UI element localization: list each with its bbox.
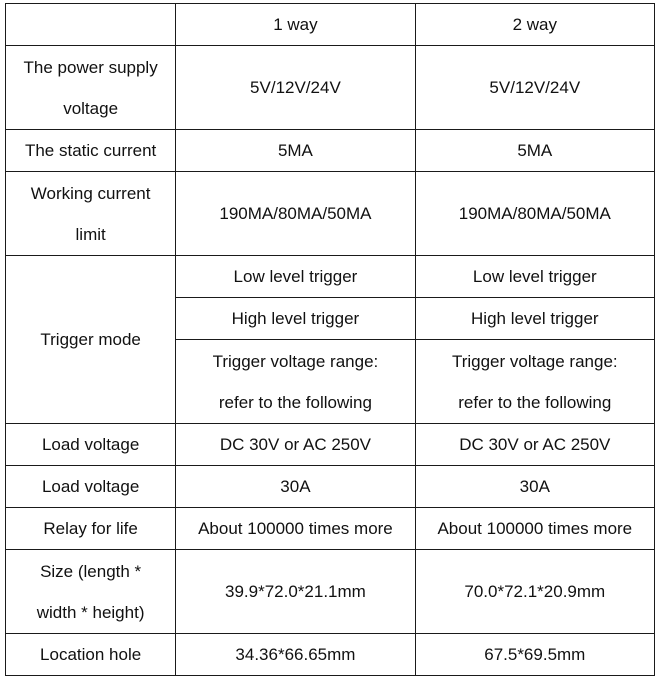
trigger-low-row: [6, 256, 655, 298]
working-current-label-line1: Working current: [30, 183, 151, 203]
header-row: [6, 4, 655, 46]
power-supply-2-way: 5V/12V/24V: [415, 46, 654, 130]
size-2-way: 70.0*72.1*20.9mm: [415, 550, 654, 634]
load-current-row: [6, 466, 655, 508]
working-current-2-way: 190MA/80MA/50MA: [415, 172, 654, 256]
size-label-line2: width * height): [36, 602, 145, 622]
relay-life-row: [6, 508, 655, 550]
trigger-range-2-way: [415, 340, 654, 424]
load-current-2-way: 30A: [415, 466, 654, 508]
header-2-way: 2 way: [415, 4, 654, 46]
trigger-range-2-way-line1: Trigger voltage range:: [451, 351, 618, 371]
relay-life-label: Relay for life: [6, 508, 176, 550]
trigger-high-2-way: High level trigger: [415, 298, 654, 340]
static-current-1-way: 5MA: [176, 130, 415, 172]
size-label-line1: Size (length *: [40, 561, 142, 581]
location-hole-label: Location hole: [6, 634, 176, 676]
load-current-label: Load voltage: [6, 466, 176, 508]
corner-cell: [6, 4, 176, 46]
power-supply-label-line1: The power supply: [23, 57, 158, 77]
static-current-row: [6, 130, 655, 172]
load-current-1-way: 30A: [176, 466, 415, 508]
load-voltage-1-way: DC 30V or AC 250V: [176, 424, 415, 466]
location-hole-1-way: 34.36*66.65mm: [176, 634, 415, 676]
trigger-low-1-way: Low level trigger: [176, 256, 415, 298]
trigger-low-2-way: Low level trigger: [415, 256, 654, 298]
power-supply-label-line2: voltage: [63, 98, 119, 118]
relay-life-1-way: About 100000 times more: [176, 508, 415, 550]
working-current-label-line2: limit: [75, 224, 106, 244]
trigger-range-1-way-line1: Trigger voltage range:: [212, 351, 379, 371]
location-hole-row: [6, 634, 655, 676]
working-current-1-way: 190MA/80MA/50MA: [176, 172, 415, 256]
power-supply-label: [6, 46, 176, 130]
trigger-range-1-way: [176, 340, 415, 424]
header-1-way: 1 way: [176, 4, 415, 46]
working-current-row: [6, 172, 655, 256]
load-voltage-label: Load voltage: [6, 424, 176, 466]
working-current-label: [6, 172, 176, 256]
size-row: [6, 550, 655, 634]
load-voltage-row: [6, 424, 655, 466]
trigger-high-1-way: High level trigger: [176, 298, 415, 340]
size-label: [6, 550, 176, 634]
relay-life-2-way: About 100000 times more: [415, 508, 654, 550]
load-voltage-2-way: DC 30V or AC 250V: [415, 424, 654, 466]
spec-table: [5, 3, 655, 676]
static-current-2-way: 5MA: [415, 130, 654, 172]
static-current-label: The static current: [6, 130, 176, 172]
trigger-range-1-way-line2: refer to the following: [218, 392, 372, 412]
power-supply-1-way: 5V/12V/24V: [176, 46, 415, 130]
location-hole-2-way: 67.5*69.5mm: [415, 634, 654, 676]
size-1-way: 39.9*72.0*21.1mm: [176, 550, 415, 634]
trigger-range-2-way-line2: refer to the following: [458, 392, 612, 412]
power-supply-row: [6, 46, 655, 130]
trigger-mode-label: Trigger mode: [6, 256, 176, 424]
